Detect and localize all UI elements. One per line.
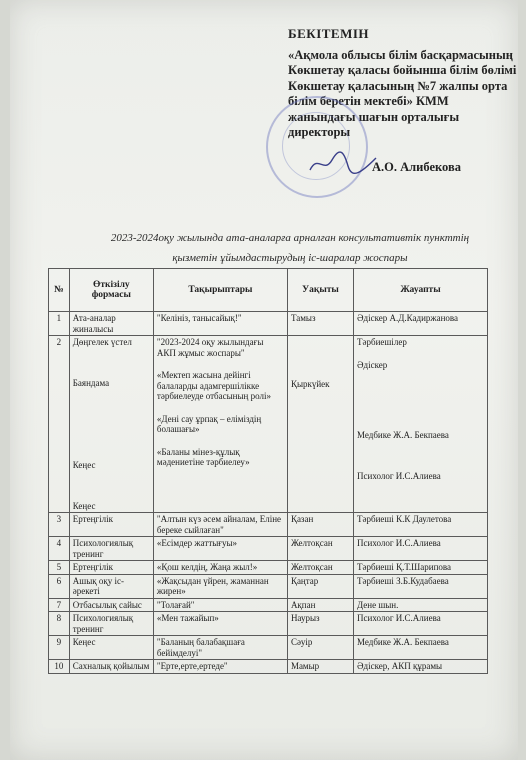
- plan-table: [48, 268, 488, 674]
- table-cell: 5: [49, 561, 70, 575]
- table-cell: «Есімдер жаттығуы»: [153, 537, 287, 561]
- table-cell: Психолог И.С.Алиева: [354, 537, 488, 561]
- table-cell: Тәрбиеші К.К Даулетова: [354, 513, 488, 537]
- table-cell: 8: [49, 612, 70, 636]
- approval-text: «Ақмола облысы білім басқармасының Көкшетау қаласы бойынша білім бөлімі Көкшетау қаласының №7 жалпы орта білім беретін мектебі» КММ жанындағы шағын орталығы директоры: [288, 47, 517, 139]
- table-cell: Сахналық қойылым: [69, 660, 153, 674]
- table-row: [49, 598, 488, 612]
- signer-name: А.О. Алибекова: [372, 160, 461, 174]
- table-cell: Наурыз: [287, 612, 353, 636]
- table-cell: Әдіскер А.Д.Кадиржанова: [354, 312, 488, 336]
- table-cell: Әдіскер, АКП құрамы: [354, 660, 488, 674]
- table-cell: Қаңтар: [287, 574, 353, 598]
- table-cell: Сәуір: [287, 636, 353, 660]
- table-cell: 2: [49, 336, 70, 513]
- table-row: [49, 612, 488, 636]
- table-cell: "Толағай": [153, 598, 287, 612]
- official-stamp: [266, 96, 368, 198]
- table-cell: Ата-аналар жиналысы: [69, 312, 153, 336]
- handwritten-signature: [308, 150, 378, 176]
- table-row: [49, 336, 488, 513]
- header-num: №: [49, 269, 70, 312]
- table-cell: Дене шын.: [354, 598, 488, 612]
- row2-responsible: Тәрбиешілер Әдіскер Медбике Ж.А. Бекпаева Психолог И.С.Алиева: [354, 336, 488, 513]
- table-row: [49, 513, 488, 537]
- table-cell: Кеңес: [69, 636, 153, 660]
- table-cell: Қыркүйек: [287, 336, 353, 513]
- title-line-2: қызметін ұйымдастырудың іс-шаралар жоспары: [172, 252, 408, 264]
- table-cell: 3: [49, 513, 70, 537]
- table-cell: Ертеңгілік: [69, 513, 153, 537]
- header-topic: Тақырыптары: [153, 269, 287, 312]
- table-cell: Психологиялық тренинг: [69, 612, 153, 636]
- table-row: [49, 574, 488, 598]
- table-cell: Тәрбиеші З.Б.Кудабаева: [354, 574, 488, 598]
- table-cell: Психолог И.С.Алиева: [354, 612, 488, 636]
- table-cell: «Қош келдің, Жаңа жыл!»: [153, 561, 287, 575]
- table-cell: Ашық оқу іс-әрекеті: [69, 574, 153, 598]
- table-cell: Ақпан: [287, 598, 353, 612]
- table-cell: Психологиялық тренинг: [69, 537, 153, 561]
- table-cell: Отбасылық сайыс: [69, 598, 153, 612]
- row2-topics: "2023-2024 оқу жылындағы АКП жұмыс жоспары" «Мектеп жасына дейінгі балаларды адамгершілікке тәрбиелеуде отбасының ролі» «Дені сау ұрпақ – еліміздің болашағы» «Баланы мінез-құлық мәдениетіне тәрбиелеу»: [153, 336, 287, 513]
- table-row: [49, 312, 488, 336]
- table-cell: "Алтын күз әсем айналам, Еліне береке сыйлаған": [153, 513, 287, 537]
- table-cell: "Келініз, танысайық!": [153, 312, 287, 336]
- approval-heading: БЕКІТЕМІН: [288, 26, 370, 41]
- table-cell: Медбике Ж.А. Бекпаева: [354, 636, 488, 660]
- table-cell: «Мен тажайып»: [153, 612, 287, 636]
- title-line-1: 2023-2024оқу жылында ата-аналарға арналған консультативтік пункттің: [110, 232, 470, 244]
- header-time: Уақыты: [287, 269, 353, 312]
- header-responsible: Жауапты: [354, 269, 488, 312]
- table-cell: 4: [49, 537, 70, 561]
- table-cell: 7: [49, 598, 70, 612]
- table-row: [49, 537, 488, 561]
- table-cell: Тәрбиеші Қ.Т.Шарипова: [354, 561, 488, 575]
- table-cell: «Жақсыдан үйрен, жаманнан жирен»: [153, 574, 287, 598]
- table-row: [49, 636, 488, 660]
- table-cell: Қазан: [287, 513, 353, 537]
- header-form: Өткізілу формасы: [69, 269, 153, 312]
- table-cell: 9: [49, 636, 70, 660]
- document-page: [10, 0, 518, 760]
- table-cell: Мамыр: [287, 660, 353, 674]
- table-cell: "Баланың балабақшаға бейімделуі": [153, 636, 287, 660]
- table-cell: "Ерте,ерте,ертеде": [153, 660, 287, 674]
- row2-forms: Дөңгелек үстел Баяндама Кеңес Кеңес: [69, 336, 153, 513]
- document-title: [80, 228, 500, 268]
- table-row: [49, 561, 488, 575]
- table-cell: 10: [49, 660, 70, 674]
- table-row: [49, 660, 488, 674]
- table-cell: 1: [49, 312, 70, 336]
- table-cell: Желтоқсан: [287, 537, 353, 561]
- table-cell: Ертеңгілік: [69, 561, 153, 575]
- table-header-row: [49, 269, 488, 312]
- table-cell: 6: [49, 574, 70, 598]
- table-cell: Желтоқсан: [287, 561, 353, 575]
- table-cell: Тамыз: [287, 312, 353, 336]
